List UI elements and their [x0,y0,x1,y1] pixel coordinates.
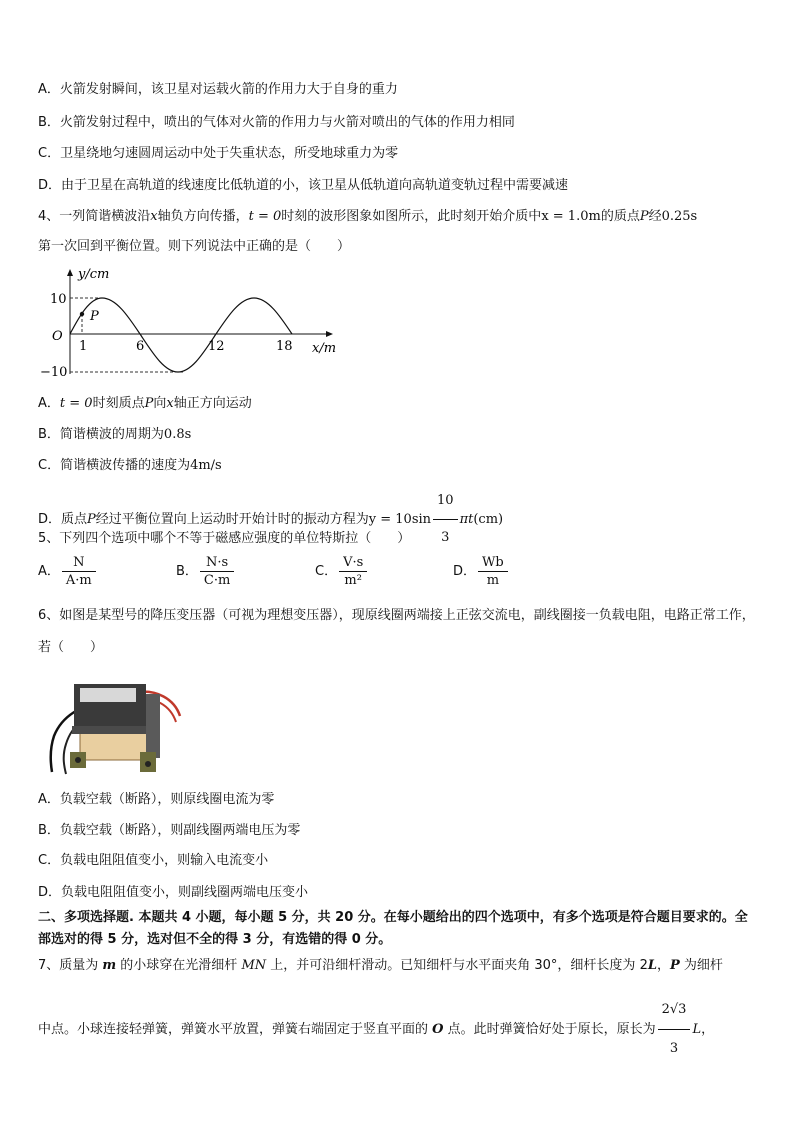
section-heading: 二、多项选择题. 本题共 4 小题，每小题 5 分，共 20 分。在每小题给出的四个选项中，有多个选项是符合题目要求的。全部选对的得 5 分，选对但不全的得 3 分，有选错的得 0 分。 [38,910,748,947]
tick-label-12: 12 [208,339,225,354]
tick-label-18: 18 [276,339,293,354]
x-axis-label: x/m [312,341,337,356]
tick-label-1: 1 [79,339,88,354]
q5-stem: 5、下列四个选项中哪个不等于磁感应强度的单位特斯拉（ ） [38,531,411,546]
point-p [80,312,84,316]
wave-curve [70,298,292,372]
q6-option-c: C．负载电阻阻值变小，则输入电流变小 [38,853,269,868]
origin-label: O [52,329,63,344]
q6-option-d: D．负载电阻阻值变小，则副线圈两端电压变小 [38,885,309,900]
q5-option-c: C． $\frac{V\cdot s}{\text{m²}}$ [315,555,369,588]
q4-option-d: D．质点P经过平衡位置向上运动时开始计时的振动方程为y = 10sin $\frac{10}{3}$ πt(cm) [38,484,503,555]
q7-stem-line2: 中点。小球连接轻弹簧，弹簧水平放置，弹簧右端固定于竖直平面的 O 点。此时弹簧恰好处于原长，原长为 $\frac{2√3}{3}$ L， [38,992,714,1067]
q7-fraction: $\frac{2√3}{3}$ [658,992,691,1067]
q4-option-a: A．t = 0时刻质点P向x轴正方向运动 [38,396,252,411]
q6-option-b: B．负载空载（断路），则副线圈两端电压为零 [38,823,301,838]
point-p-label: P [90,309,99,324]
wave-graph [36,262,346,384]
q6-option-a: A．负载空载（断路），则原线圈电流为零 [38,792,275,807]
q4-stem-line1: 4、一列简谐横波沿x轴负方向传播，t = 0时刻的波形图象如图所示，此时刻开始介质中x = 1.0m的质点P经0.25s [38,209,698,224]
q3-option-a: A．火箭发射瞬间，该卫星对运载火箭的作用力大于自身的重力 [38,82,398,97]
y-min-label: −10 [40,365,68,380]
q4-option-c: C．简谐横波传播的速度为4m/s [38,458,222,473]
transformer-photo [42,664,188,776]
q6-stem: 6、如图是某型号的降压变压器（可视为理想变压器），现原线圈两端接上正弦交流电，副线圈接一负载电阻，电路正常工作，若（ ） [38,608,755,655]
y-axis-label: y/cm [78,267,110,282]
q5-option-a: A． $\frac{N}{A\cdot m}$ [38,555,98,588]
q4-option-b: B．简谐横波的周期为0.8s [38,427,192,442]
d-fraction: $\frac{10}{3}$ [433,484,458,555]
q4-stem-line2: 第一次回到平衡位置。则下列说法中正确的是（ ） [38,239,351,254]
q3-option-b: B．火箭发射过程中，喷出的气体对火箭的作用力与火箭对喷出的气体的作用力相同 [38,115,515,130]
q5-option-b: B． $\frac{N\cdot s}{C\cdot m}$ [176,555,236,588]
tick-label-6: 6 [136,339,145,354]
q3-option-c: C．卫星绕地匀速圆周运动中处于失重状态，所受地球重力为零 [38,146,399,161]
y-max-label: 10 [50,292,67,307]
q7-stem-line1: 7、质量为 m 的小球穿在光滑细杆 MN 上，并可沿细杆滑动。已知细杆与水平面夹角 30°，细杆长度为 2L，P 为细杆 [38,958,723,973]
q3-option-d: D．由于卫星在高轨道的线速度比低轨道的小，该卫星从低轨道向高轨道变轨过程中需要减速 [38,178,569,193]
q5-option-d: D． $\frac{Wb}{m}$ [453,555,510,588]
